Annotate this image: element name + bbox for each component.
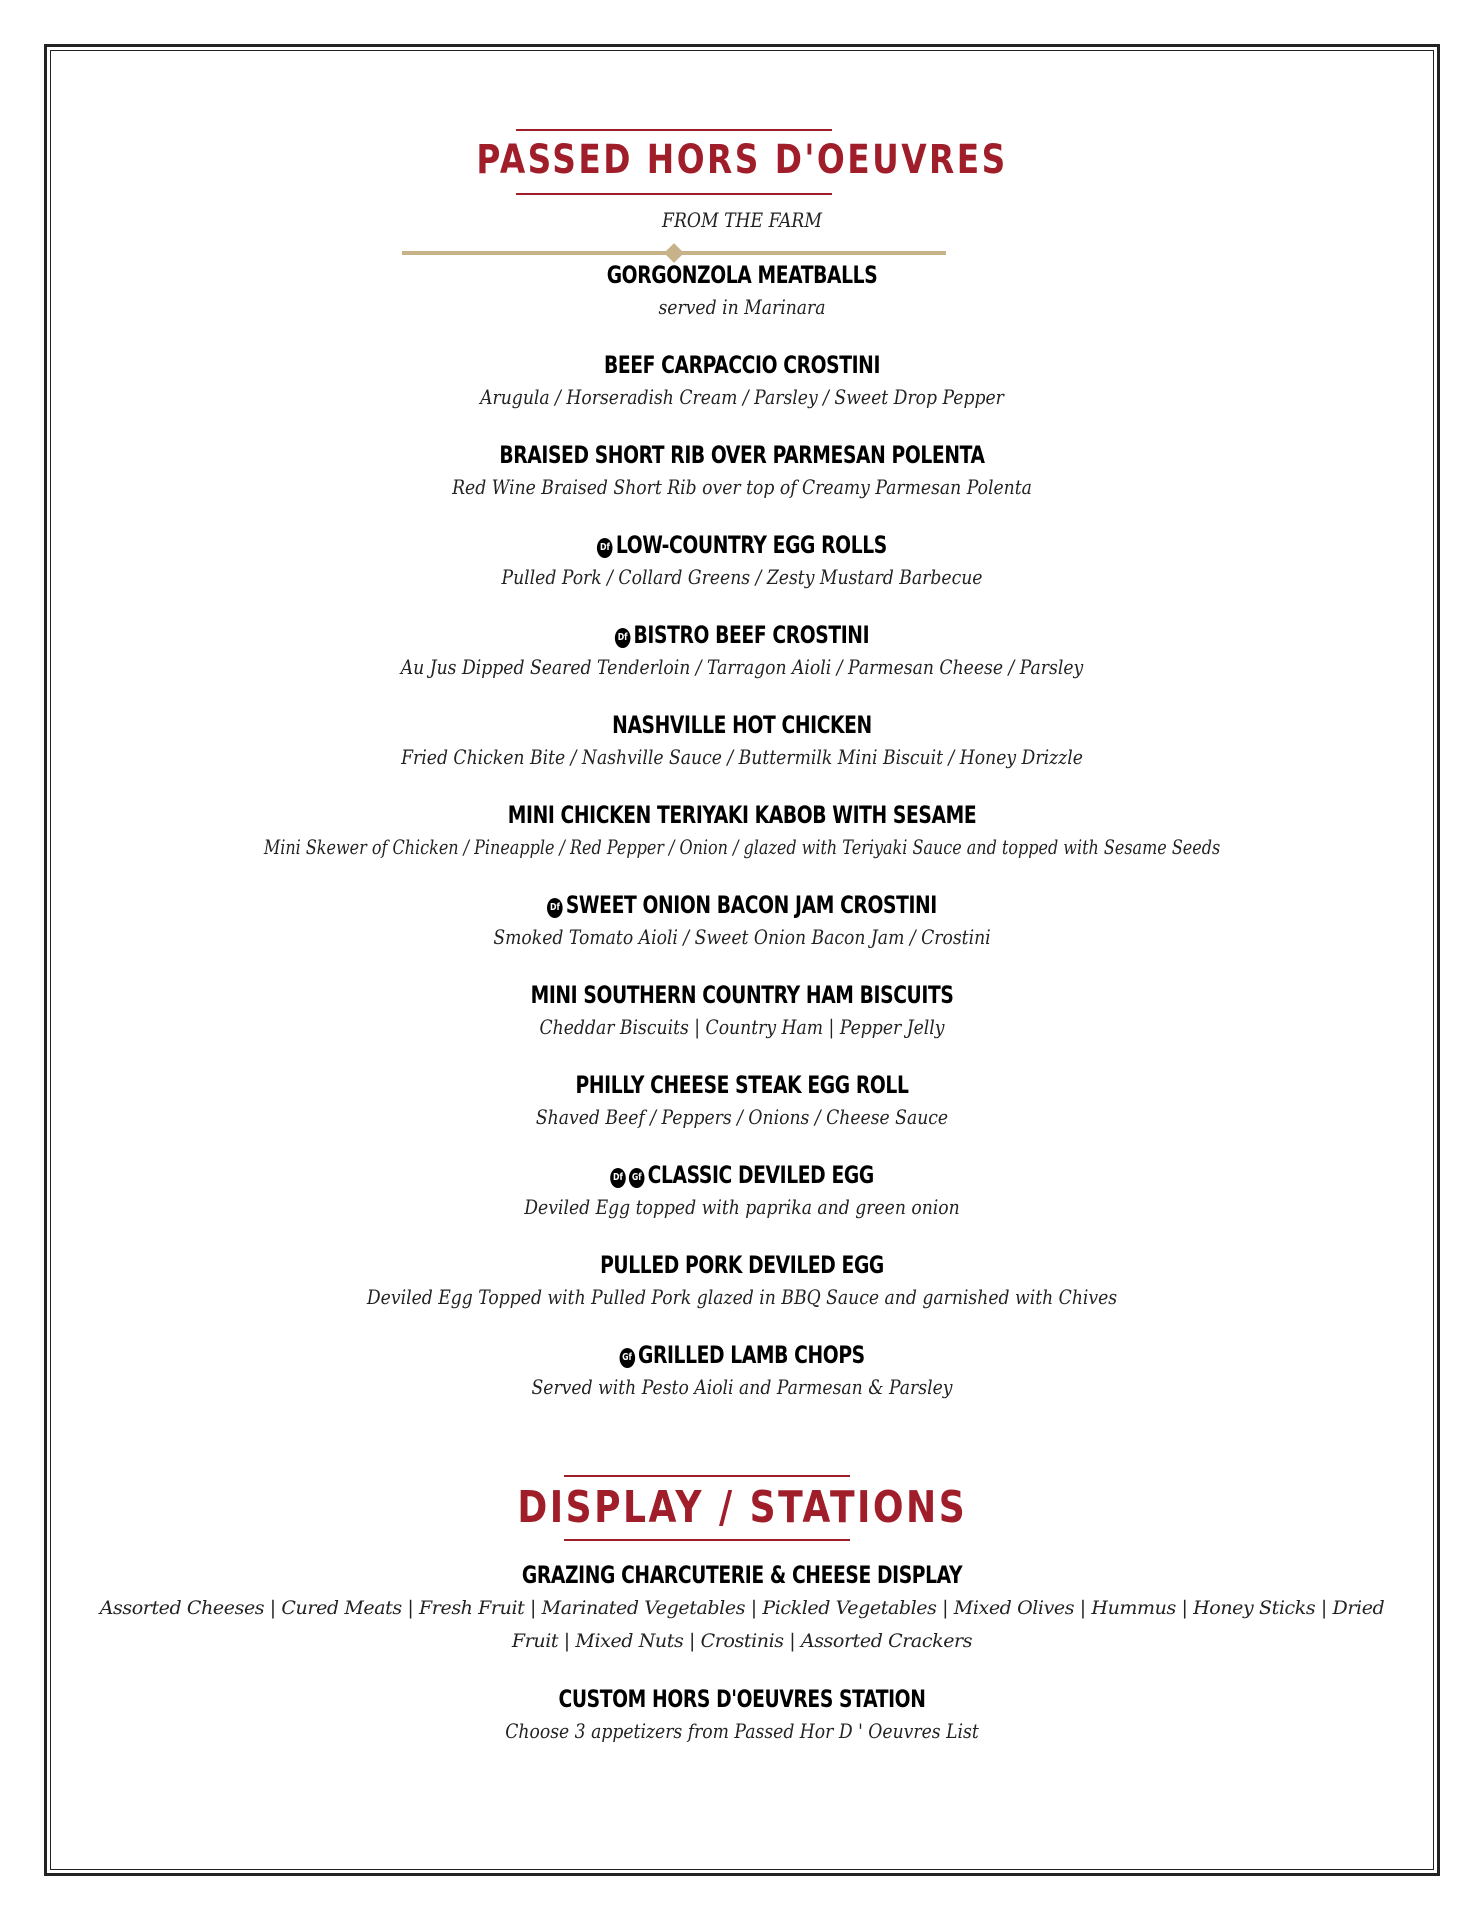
section-subtitle: FROM THE FARM (662, 208, 822, 232)
menu-item-name: Df SWEET ONION BACON JAM CROSTINI (218, 888, 1266, 922)
menu-item (70, 618, 1414, 682)
menu-item-name: Gf GRILLED LAMB CHOPS (218, 1338, 1266, 1372)
dairy-free-badge-icon: Df (597, 538, 613, 558)
title-rule-top (564, 1475, 850, 1477)
menu-item (70, 348, 1414, 412)
menu-item (70, 1558, 1414, 1658)
gluten-free-badge-icon: Gf (629, 1168, 645, 1188)
menu-item (70, 438, 1414, 502)
menu-item (70, 258, 1414, 322)
menu-item-name: BRAISED SHORT RIB OVER PARMESAN POLENTA (499, 441, 985, 469)
menu-item (70, 1682, 1414, 1746)
menu-item (70, 528, 1414, 592)
menu-item-name: CUSTOM HORS D'OEUVRES STATION (558, 1685, 926, 1713)
title-rule-top (516, 129, 832, 131)
section-title-display: DISPLAY / STATIONS (517, 1482, 967, 1533)
menu-item-name: PULLED PORK DEVILED EGG (600, 1251, 884, 1279)
menu-item-desc: served in Marinara (658, 295, 826, 319)
menu-item-name: NASHVILLE HOT CHICKEN (612, 711, 872, 739)
dairy-free-badge-icon: Df (610, 1168, 626, 1188)
menu-item-desc: Deviled Egg topped with paprika and green onion (524, 1195, 960, 1219)
section-title-passed: PASSED HORS D'OEUVRES (476, 137, 1008, 183)
dairy-free-badge-icon: Df (547, 898, 563, 918)
menu-item (70, 798, 1414, 862)
menu-item (70, 1248, 1414, 1312)
menu-item (70, 888, 1414, 952)
menu-item-name: BEEF CARPACCIO CROSTINI (603, 351, 881, 379)
menu-item-desc: Smoked Tomato Aioli / Sweet Onion Bacon Jam / Crostini (493, 925, 991, 949)
title-rule-bottom (564, 1539, 850, 1541)
menu-item-desc: Mini Skewer of Chicken / Pineapple / Red Pepper / Onion / glazed with Teriyaki Sauce and topped with Sesame Seeds (263, 835, 1221, 859)
menu-item-name: Df BISTRO BEEF CROSTINI (218, 618, 1266, 652)
menu-item-desc: Arugula / Horseradish Cream / Parsley / Sweet Drop Pepper (480, 385, 1004, 409)
menu-item-desc: Au Jus Dipped Seared Tenderloin / Tarragon Aioli / Parmesan Cheese / Parsley (400, 655, 1084, 679)
menu-item-name: Df LOW-COUNTRY EGG ROLLS (218, 528, 1266, 562)
menu-item (70, 1338, 1414, 1402)
menu-item (70, 978, 1414, 1042)
menu-item-name: Df Gf CLASSIC DEVILED EGG (218, 1158, 1266, 1192)
menu-item-desc: Cheddar Biscuits | Country Ham | Pepper Jelly (539, 1015, 945, 1039)
menu-item-name: PHILLY CHEESE STEAK EGG ROLL (575, 1071, 909, 1099)
menu-item-name: GORGONZOLA MEATBALLS (606, 261, 878, 289)
title-rule-bottom (516, 193, 832, 195)
menu-item-desc: Assorted Cheeses | Cured Meats | Fresh Fruit | Marinated Vegetables | Pickled Vegetables | Mixed Olives | Hummus | Honey Sticks | Dried Fruit | Mixed Nuts | Crostinis | Assorted Crackers (99, 1597, 1385, 1652)
menu-item (70, 1158, 1414, 1222)
dairy-free-badge-icon: Df (615, 628, 631, 648)
menu-item-name: GRAZING CHARCUTERIE & CHEESE DISPLAY (521, 1561, 963, 1589)
menu-item-name: MINI CHICKEN TERIYAKI KABOB WITH SESAME (507, 801, 977, 829)
menu-item-desc: Deviled Egg Topped with Pulled Pork glazed in BBQ Sauce and garnished with Chives (366, 1285, 1118, 1309)
menu-item-desc: Red Wine Braised Short Rib over top of Creamy Parmesan Polenta (452, 475, 1032, 499)
menu-item-desc: Choose 3 appetizers from Passed Hor D ' Oeuvres List (505, 1719, 979, 1743)
menu-item (70, 708, 1414, 772)
menu-item-desc: Fried Chicken Bite / Nashville Sauce / Buttermilk Mini Biscuit / Honey Drizzle (401, 745, 1083, 769)
menu-item-desc: Pulled Pork / Collard Greens / Zesty Mustard Barbecue (501, 565, 983, 589)
menu-item-desc: Shaved Beef / Peppers / Onions / Cheese Sauce (535, 1105, 949, 1129)
menu-item (70, 1068, 1414, 1132)
menu-item-name: MINI SOUTHERN COUNTRY HAM BISCUITS (530, 981, 954, 1009)
gluten-free-badge-icon: Gf (619, 1348, 635, 1368)
menu-item-desc: Served with Pesto Aioli and Parmesan & Parsley (531, 1375, 953, 1399)
